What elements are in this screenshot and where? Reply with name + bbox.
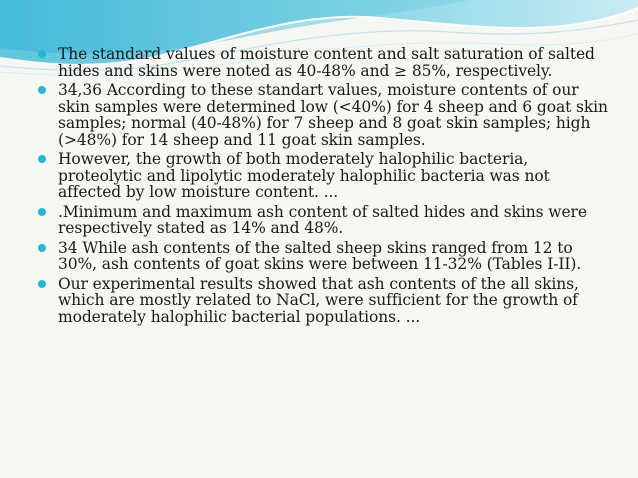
- bullet-item: [38, 276, 614, 326]
- bullet-item: [38, 82, 614, 148]
- bullet-list: [38, 46, 614, 325]
- bullet-item: [38, 151, 614, 201]
- bullet-dot-icon: [38, 155, 46, 163]
- bullet-text: The standard values of moisture content and salt saturation of salted hides and skins were noted as 40-48% and ≥ 85%, respectively.: [58, 45, 595, 80]
- bullet-dot-icon: [38, 244, 46, 252]
- bullet-item: [38, 240, 614, 273]
- bullet-dot-icon: [38, 208, 46, 216]
- bullet-text: 34 While ash contents of the salted sheep skins ranged from 12 to 30%, ash contents of goat skins were between 11-32% (Tables I-II).: [58, 238, 582, 273]
- bullet-dot-icon: [38, 50, 46, 58]
- bullet-item: [38, 204, 614, 237]
- slide-body: [38, 46, 614, 328]
- bullet-text: .Minimum and maximum ash content of salted hides and skins were respectively stated as 14% and 48%.: [58, 202, 587, 237]
- bullet-item: [38, 46, 614, 79]
- bullet-text: 34,36 According to these standart values, moisture contents of our skin samples were determined low (<40%) for 4 sheep and 6 goat skin samples; normal (40-48%) for 7 sheep and 8 goat skin samples; high (>48%) for 14 sheep and 11 goat skin samples.: [58, 81, 608, 149]
- bullet-dot-icon: [38, 280, 46, 288]
- bullet-dot-icon: [38, 86, 46, 94]
- bullet-text: Our experimental results showed that ash contents of the all skins, which are mostly related to NaCl, were sufficient for the growth of moderately halophilic bacterial populations. ...: [58, 274, 579, 326]
- bullet-text: However, the growth of both moderately halophilic bacteria, proteolytic and lipolytic moderately halophilic bacteria was not affected by low moisture content. ...: [58, 150, 550, 201]
